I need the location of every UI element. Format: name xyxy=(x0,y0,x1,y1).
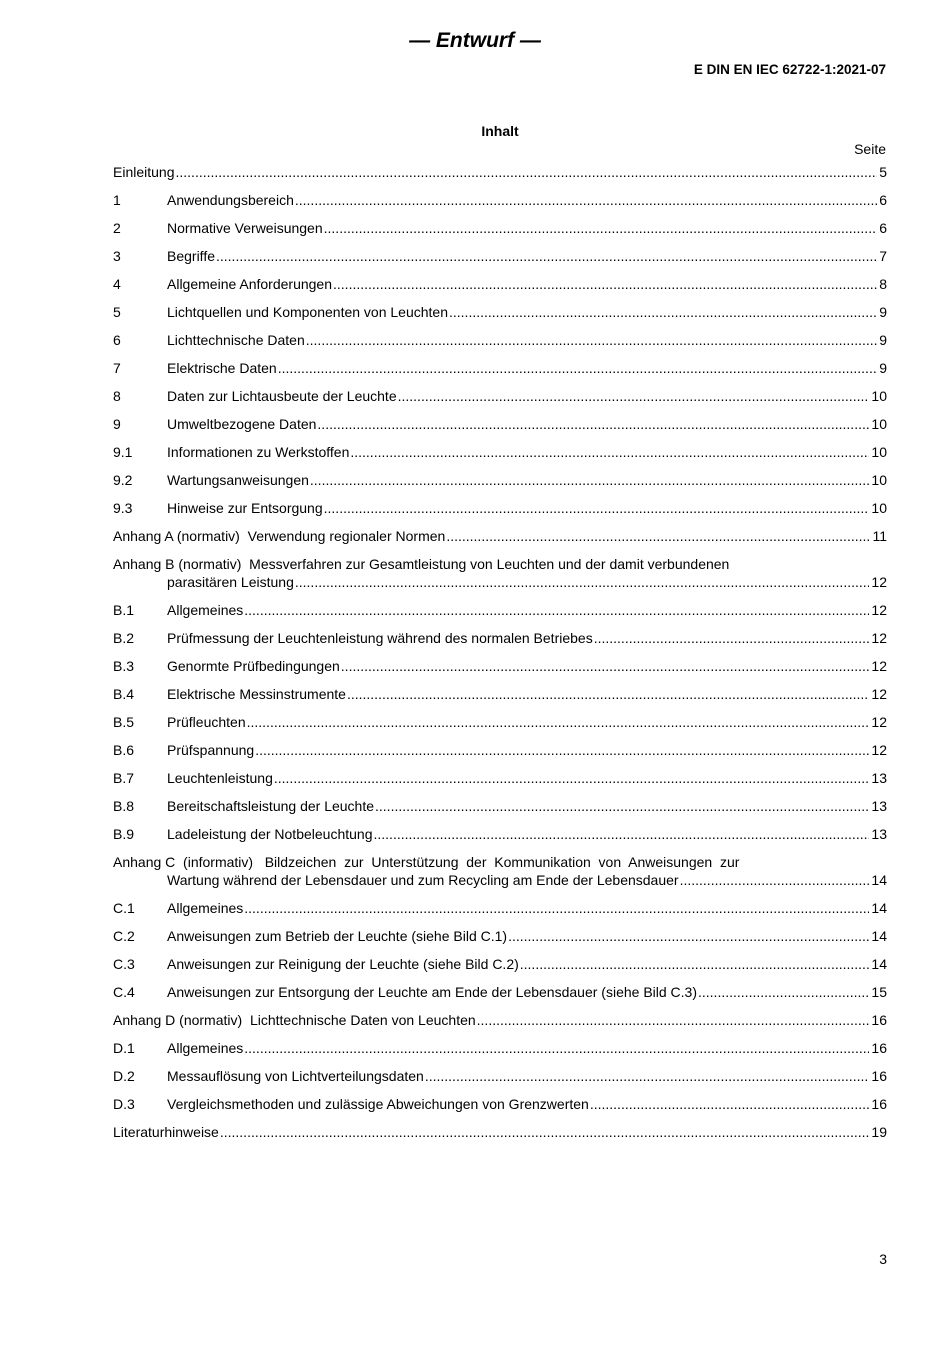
toc-entry[interactable] xyxy=(113,853,887,899)
toc-entry-page: 14 xyxy=(871,928,887,944)
dot-leader xyxy=(341,658,870,674)
toc-entry-title: Literaturhinweise xyxy=(113,1124,219,1140)
dot-leader xyxy=(449,304,877,320)
toc-entry-page: 5 xyxy=(879,164,887,180)
dot-leader xyxy=(374,826,870,842)
dot-leader xyxy=(274,770,870,786)
toc-entry-number: 9.1 xyxy=(113,444,133,460)
toc-entry-number: B.7 xyxy=(113,770,135,786)
toc-entry-title: Daten zur Lichtausbeute der Leuchte xyxy=(167,388,397,404)
dot-leader xyxy=(375,798,869,814)
toc-entry[interactable] xyxy=(113,657,887,685)
toc-entry-page: 12 xyxy=(871,630,887,646)
dot-leader xyxy=(594,630,870,646)
toc-entry-page: 14 xyxy=(871,900,887,916)
page-number: 3 xyxy=(879,1251,887,1267)
toc-entry-page: 11 xyxy=(872,528,887,544)
toc-entry-title: Messauflösung von Lichtverteilungsdaten xyxy=(167,1068,424,1084)
toc-entry-number: 9.3 xyxy=(113,500,133,516)
toc-entry-title: Anwendungsbereich xyxy=(167,192,294,208)
toc-entry[interactable] xyxy=(113,713,887,741)
toc-entry-title: Prüfleuchten xyxy=(167,714,246,730)
toc-entry-title: Lichtquellen und Komponenten von Leuchten xyxy=(167,304,448,320)
toc-entry[interactable] xyxy=(113,601,887,629)
toc-entry-page: 13 xyxy=(871,770,887,786)
toc-entry-title: Anweisungen zum Betrieb der Leuchte (siehe Bild C.1) xyxy=(167,928,508,944)
toc-entry-number: B.5 xyxy=(113,714,135,730)
dot-leader xyxy=(247,714,870,730)
dot-leader xyxy=(446,528,870,544)
toc-entry[interactable] xyxy=(113,247,887,275)
toc-entry-title: Anweisungen zur Reinigung der Leuchte (siehe Bild C.2) xyxy=(167,956,519,972)
toc-entry-page: 12 xyxy=(871,658,887,674)
toc-entry[interactable] xyxy=(113,387,887,415)
toc-entry[interactable] xyxy=(113,219,887,247)
dot-leader xyxy=(306,332,877,348)
toc-entry-number: D.2 xyxy=(113,1068,135,1084)
toc-entry-title: Begriffe xyxy=(167,248,215,264)
toc-entry-page: 16 xyxy=(871,1012,887,1028)
toc-entry[interactable] xyxy=(113,1039,887,1067)
toc-entry[interactable] xyxy=(113,927,887,955)
toc-entry-number: D.3 xyxy=(113,1096,135,1112)
dot-leader xyxy=(333,276,877,292)
toc-entry-title: Elektrische Daten xyxy=(167,360,277,376)
toc-entry-title: Anhang D (normativ) Lichttechnische Daten von Leuchten xyxy=(113,1012,476,1028)
toc-entry-number: 9.2 xyxy=(113,472,133,488)
toc-entry-number: 1 xyxy=(113,192,121,208)
toc-entry-page: 16 xyxy=(871,1040,887,1056)
toc-entry-page: 10 xyxy=(871,472,887,488)
toc-entry[interactable] xyxy=(113,685,887,713)
toc-entry[interactable] xyxy=(113,471,887,499)
toc-entry[interactable] xyxy=(113,899,887,927)
dot-leader xyxy=(216,248,877,264)
dot-leader xyxy=(278,360,877,376)
toc-entry-number: B.8 xyxy=(113,798,135,814)
toc-entry[interactable] xyxy=(113,415,887,443)
toc-entry-title: Informationen zu Werkstoffen xyxy=(167,444,350,460)
toc-entry-title: Lichttechnische Daten xyxy=(167,332,305,348)
toc-entry[interactable] xyxy=(113,443,887,471)
dot-leader xyxy=(477,1012,870,1028)
toc-entry-title: Umweltbezogene Daten xyxy=(167,416,317,432)
toc-entry[interactable] xyxy=(113,629,887,657)
toc-heading: Inhalt xyxy=(481,123,519,139)
toc-entry-number: 5 xyxy=(113,304,121,320)
toc-entry-title: Leuchtenleistung xyxy=(167,770,273,786)
dot-leader xyxy=(347,686,869,702)
toc-entry-number: 6 xyxy=(113,332,121,348)
toc-entry-title: Elektrische Messinstrumente xyxy=(167,686,346,702)
toc-entry-page: 7 xyxy=(879,248,887,264)
toc-entry[interactable] xyxy=(113,1011,887,1039)
toc-entry[interactable] xyxy=(113,983,887,1011)
toc-entry[interactable] xyxy=(113,1123,887,1151)
dot-leader xyxy=(324,500,870,516)
toc-entry-page: 12 xyxy=(871,574,887,590)
toc-entry-number: C.2 xyxy=(113,928,135,944)
dot-leader xyxy=(425,1068,870,1084)
toc-entry-page: 6 xyxy=(879,220,887,236)
toc-entry-page: 16 xyxy=(871,1068,887,1084)
table-of-contents xyxy=(113,163,887,1151)
toc-entry-title: Genormte Prüfbedingungen xyxy=(167,658,340,674)
toc-entry-page: 13 xyxy=(871,798,887,814)
toc-entry-page: 10 xyxy=(871,416,887,432)
toc-entry[interactable] xyxy=(113,303,887,331)
dot-leader xyxy=(295,574,870,590)
toc-entry-page: 15 xyxy=(871,984,887,1000)
toc-entry[interactable] xyxy=(113,499,887,527)
toc-entry-page: 9 xyxy=(879,332,887,348)
toc-entry[interactable] xyxy=(113,275,887,303)
dot-leader xyxy=(244,900,869,916)
toc-entry-page: 10 xyxy=(871,388,887,404)
toc-entry-number: 7 xyxy=(113,360,121,376)
dot-leader xyxy=(295,192,877,208)
toc-entry-title: parasitären Leistung xyxy=(167,574,294,590)
toc-entry-title: Wartung während der Lebensdauer und zum Recycling am Ende der Lebensdauer xyxy=(167,872,679,888)
toc-entry[interactable] xyxy=(113,1095,887,1123)
dot-leader xyxy=(220,1124,870,1140)
toc-entry[interactable] xyxy=(113,359,887,387)
toc-entry-page: 9 xyxy=(879,304,887,320)
toc-entry-page: 6 xyxy=(879,192,887,208)
dot-leader xyxy=(508,928,869,944)
toc-entry[interactable] xyxy=(113,741,887,769)
toc-entry-title: Normative Verweisungen xyxy=(167,220,323,236)
dot-leader xyxy=(317,416,869,432)
toc-entry-number: B.3 xyxy=(113,658,135,674)
dot-leader xyxy=(324,220,878,236)
toc-entry-title: Anweisungen zur Entsorgung der Leuchte am Ende der Lebensdauer (siehe Bild C.3) xyxy=(167,984,697,1000)
page-column-label: Seite xyxy=(854,141,886,157)
toc-entry-title-first-line: Anhang C (informativ) Bildzeichen zur Unterstützung der Kommunikation von Anweisungen zur xyxy=(113,854,740,870)
dot-leader xyxy=(398,388,870,404)
toc-entry-number: C.3 xyxy=(113,956,135,972)
toc-entry[interactable] xyxy=(113,331,887,359)
toc-entry-number: D.1 xyxy=(113,1040,135,1056)
toc-entry-number: B.2 xyxy=(113,630,135,646)
toc-entry-number: 2 xyxy=(113,220,121,236)
toc-entry-number: C.1 xyxy=(113,900,135,916)
toc-entry-title: Allgemeine Anforderungen xyxy=(167,276,333,292)
toc-entry-page: 12 xyxy=(871,742,887,758)
toc-entry-title: Vergleichsmethoden und zulässige Abweichungen von Grenzwerten xyxy=(167,1096,589,1112)
toc-entry[interactable] xyxy=(113,555,887,601)
toc-entry-page: 14 xyxy=(871,872,887,888)
document-id: E DIN EN IEC 62722-1:2021-07 xyxy=(693,62,886,77)
toc-entry-title: Ladeleistung der Notbeleuchtung xyxy=(167,826,373,842)
toc-entry-title: Wartungsanweisungen xyxy=(167,472,309,488)
toc-entry-title: Allgemeines xyxy=(167,602,244,618)
dot-leader xyxy=(350,444,869,460)
toc-entry-number: 9 xyxy=(113,416,121,432)
toc-entry-page: 14 xyxy=(871,956,887,972)
toc-entry-page: 12 xyxy=(871,686,887,702)
toc-entry[interactable] xyxy=(113,797,887,825)
dot-leader xyxy=(176,164,878,180)
toc-entry-title: Hinweise zur Entsorgung xyxy=(167,500,323,516)
toc-entry[interactable] xyxy=(113,1067,887,1095)
toc-entry-page: 19 xyxy=(871,1124,887,1140)
toc-entry-title: Allgemeines xyxy=(167,1040,244,1056)
toc-entry-page: 16 xyxy=(871,1096,887,1112)
dot-leader xyxy=(255,742,869,758)
toc-entry-number: B.6 xyxy=(113,742,135,758)
toc-entry-title-first-line: Anhang B (normativ) Messverfahren zur Gesamtleistung von Leuchten und der damit verbundenen xyxy=(113,556,730,572)
draft-label: — Entwurf — xyxy=(409,29,541,52)
toc-entry-number: 8 xyxy=(113,388,121,404)
dot-leader xyxy=(244,602,869,618)
dot-leader xyxy=(698,984,869,1000)
toc-entry-title: Prüfmessung der Leuchtenleistung während des normalen Betriebes xyxy=(167,630,593,646)
toc-entry-page: 12 xyxy=(871,714,887,730)
toc-entry-page: 13 xyxy=(871,826,887,842)
toc-entry[interactable] xyxy=(113,769,887,797)
toc-entry[interactable] xyxy=(113,191,887,219)
toc-entry-title: Einleitung xyxy=(113,164,175,180)
dot-leader xyxy=(244,1040,869,1056)
toc-entry-page: 10 xyxy=(871,500,887,516)
toc-entry-number: B.4 xyxy=(113,686,135,702)
toc-entry[interactable] xyxy=(113,955,887,983)
toc-entry-title: Anhang A (normativ) Verwendung regionaler Normen xyxy=(113,528,446,544)
toc-entry[interactable] xyxy=(113,825,887,853)
toc-entry-title: Prüfspannung xyxy=(167,742,255,758)
toc-entry-number: B.9 xyxy=(113,826,135,842)
toc-entry-number: 3 xyxy=(113,248,121,264)
toc-entry[interactable] xyxy=(113,163,887,191)
toc-entry-number: C.4 xyxy=(113,984,135,1000)
toc-entry-page: 9 xyxy=(879,360,887,376)
dot-leader xyxy=(680,872,870,888)
toc-entry-title: Allgemeines xyxy=(167,900,244,916)
dot-leader xyxy=(310,472,870,488)
toc-entry-number: B.1 xyxy=(113,602,135,618)
dot-leader xyxy=(520,956,870,972)
toc-entry-page: 12 xyxy=(871,602,887,618)
toc-entry-title: Bereitschaftsleistung der Leuchte xyxy=(167,798,375,814)
toc-entry-page: 10 xyxy=(871,444,887,460)
toc-entry[interactable] xyxy=(113,527,887,555)
toc-entry-number: 4 xyxy=(113,276,121,292)
toc-entry-page: 8 xyxy=(879,276,887,292)
dot-leader xyxy=(590,1096,870,1112)
